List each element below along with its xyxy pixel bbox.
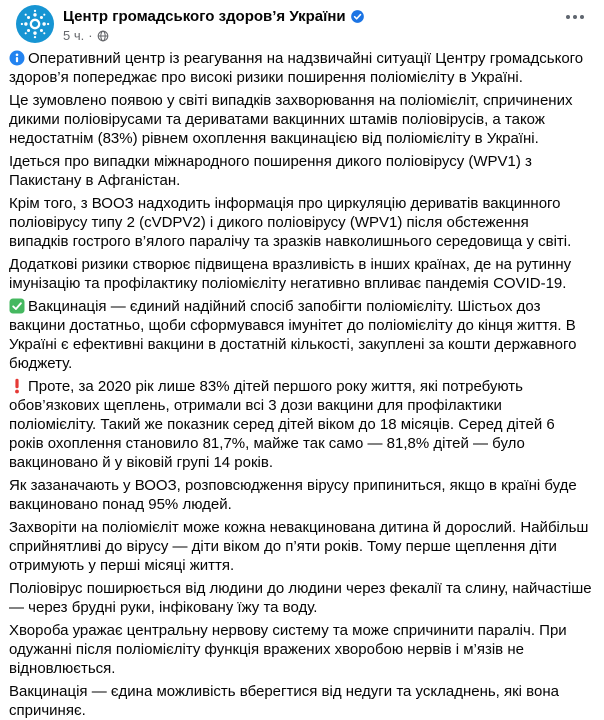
paragraph-text: Оперативний центр із реагування на надзвичайні ситуації Центру громадського здоров’я попереджає про високі ризики поширення поліомієліту в Україні. — [9, 50, 584, 86]
post-paragraph — [9, 297, 592, 373]
ellipsis-dot — [573, 15, 577, 19]
more-options-button[interactable] — [562, 5, 588, 29]
paragraph-text: Додаткові ризики створює підвищена вразливість в інших країнах, де на рутинну імунізацію та профілактику поліомієліту негативно впливає пандемія COVID-19. — [9, 256, 572, 292]
post-meta — [63, 28, 562, 44]
post-body — [0, 44, 604, 720]
ellipsis-dot — [580, 15, 584, 19]
timestamp[interactable]: 5 ч. — [63, 28, 85, 43]
paragraph-text: Захворіти на поліомієліт може кожна невакцинована дитина й дорослий. Найбільш сприйнятливі до вірусу — діти віком до п’яти років. Тому перше щеплення діти отримують у перші місяці життя. — [9, 519, 589, 574]
post-paragraph — [9, 476, 592, 514]
post-paragraph — [9, 255, 592, 293]
post-paragraph — [9, 152, 592, 190]
meta-separator: · — [88, 28, 93, 43]
header-text — [63, 5, 562, 44]
post-paragraph — [9, 518, 592, 575]
post-paragraph — [9, 49, 592, 87]
page-title[interactable]: Центр громадського здоров’я України — [63, 8, 346, 25]
exclamation-mark-icon — [9, 378, 25, 394]
post-paragraph — [9, 621, 592, 678]
check-mark-icon — [9, 298, 25, 314]
info-icon — [9, 50, 25, 66]
title-row — [63, 7, 562, 26]
ellipsis-dot — [566, 15, 570, 19]
paragraph-text: Крім того, з ВООЗ надходить інформація про циркуляцію дериватів вакцинного поліовірусу типу 2 (cVDPV2) і дикого поліовірусу (WPV1) після обстеження випадків гострого в’ялого паралічу та зразків навколишнього середовища у світі. — [9, 195, 572, 250]
post-header — [0, 0, 604, 44]
phc-logo-icon — [16, 5, 54, 43]
paragraph-text: Вакцинація — єдиний надійний спосіб запобігти поліомієліту. Шістьох доз вакцини достатньо, щоби сформувався імунітет до поліомієліту до кінця життя. В Україні є ефективні вакцини в достатній кількості, закуплені за кошти державного бюджету. — [9, 298, 577, 372]
paragraph-text: Проте, за 2020 рік лише 83% дітей першого року життя, які потребують обов’язкових щеплень, отримали всі 3 дози вакцини для профілактики поліомієліту. Такий же показник серед дітей віком до 18 місяців. Серед дітей 6 років охоплення становило 81,7%, майже так само — 81,8% дітей — було вакциновано й у віковій групі 14 років. — [9, 378, 555, 471]
paragraph-text: Хвороба уражає центральну нервову систему та може спричинити параліч. При одужанні після поліомієліту функція вражених хворобою нервів і м’язів не відновлюється. — [9, 622, 567, 677]
post-paragraph — [9, 682, 592, 720]
globe-public-icon — [97, 30, 109, 42]
paragraph-text: Поліовірус поширюється від людини до людини через фекалії та слину, найчастіше — через брудні руки, інфіковану їжу та воду. — [9, 580, 592, 616]
paragraph-text: Ідеться про випадки міжнародного поширення дикого поліовірусу (WPV1) з Пакистану в Афганістан. — [9, 153, 532, 189]
post-paragraph — [9, 377, 592, 472]
paragraph-text: Це зумовлено появою у світі випадків захворювання на поліомієліт, спричинених дикими поліовірусами та дериватами вакцинних штамів поліовірусів, а також недостатнім (83%) рівнем охоплення вакцинацією від поліомієліту в Україні. — [9, 92, 573, 147]
post-paragraph — [9, 194, 592, 251]
verified-badge-icon — [351, 10, 364, 23]
post-paragraph — [9, 91, 592, 148]
paragraph-text: Вакцинація — єдина можливість вберегтися від недуги та ускладнень, які вона спричиняє. — [9, 683, 559, 719]
paragraph-text: Як зазаначають у ВООЗ, розповсюдження вірусу припиниться, якщо в країні буде вакциновано понад 95% людей. — [9, 477, 577, 513]
post-paragraph — [9, 579, 592, 617]
avatar[interactable] — [16, 5, 54, 43]
